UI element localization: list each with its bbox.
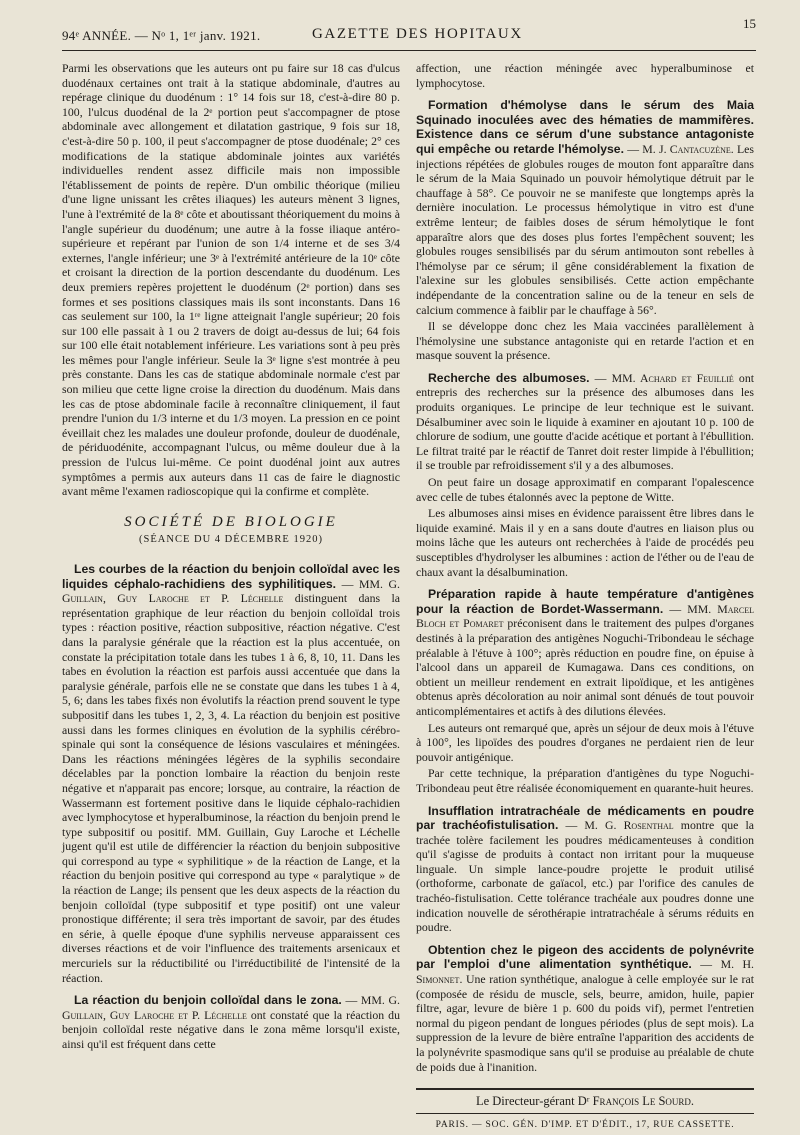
article-paragraph: On peut faire un dosage approximatif en comparant l'opalescence avec celle de tubes étalonnés avec la peptone de Witte.: [416, 475, 754, 504]
article-paragraph: Par cette technique, la préparation d'antigènes du type Noguchi-Tribondeau peut être réalisée économiquement en quarante-huit heures.: [416, 766, 754, 795]
article-body: Une ration synthétique, analogue à celle employée sur le rat (composée de résidu de muscle, sels, beurre, amidon, huile, papier filtre, agar, levure de bière 1 p. 600 du poids vif), permet l'entretien normal du pigeon pendant de longues périodes (plus de sept mois). La suppression de la levure de bière entraîne l'apparition des accidents de la polynévrite spasmodique sans qu'il se produise au préalable de chute de poids due à l'inanition.: [416, 972, 754, 1074]
page-header: [62, 14, 756, 51]
article-body: distinguent dans la représentation graphique de leur réaction du benjoin colloïdal trois types : réaction positive, réaction subpositive, réaction négative. C'est dans la paralysie générale que la réaction est la plus accentuée, on constate la précipitation totale dans les tubes 1 à 6, 8, 10, 11. Dans les tabes en évolution la réaction est parfois aussi accentuée que dans la paralysie générale, parfois elle ne se constate que dans les tubes 1 à 4, 5, 6; dans les tabes fixés non évolutifs la réaction prend souvent le type subpositif dans les tubes 1, 2, 3, 4. La réaction du benjoin est positive aussi dans les formes cliniques en évolution de la syphilis cérébro-spinale qui sont la conséquence de lésions vasculaires et méningées. Dans les réactions méningées légères de la syphilis secondaire décelables par la ponction lombaire la réaction du benjoin reste négative et n'apparait pas encore; lorsque, au contraire, la réaction de Wassermann est fortement positive dans le liquide céphalo-rachidien avec lymphocytose et hyperalbuminose, la réaction du benjoin prend le type subpositif ou positif. MM. Guillain, Guy Laroche et Léchelle jugent qu'il est utile de différencier la réaction du benjoin subpositive qui correspond au type « syphilitique » de la réaction de Lange, et la réaction du benjoin positive qui correspond au type « paralytique » de la réaction de Lange; ils pensent que les deux aspects de la réaction du benjoin colloïdal (type subpositif et type positif) ont une valeur pronostique différente; il sera très important de savoir, par des études en série, à quelle époque d'une syphilis nerveuse apparaissent ces diverses réactions et de voir l'influence des traitements arsenicaux et mercuriels sur la réductibilité ou l'irréductibilité de l'intensité de la réaction.: [62, 591, 400, 985]
footer-rule: [416, 1088, 754, 1090]
article-benjoin-zona: [62, 993, 400, 1051]
article-authors: — MM. G. Guillain, Guy Laroche et P. Léchelle: [62, 993, 400, 1022]
article-benjoin-syphilis: [62, 562, 400, 985]
continued-paragraph: affection, une réaction méningée avec hyperalbuminose et lymphocytose.: [416, 61, 754, 90]
article-title: La réaction du benjoin colloïdal dans le zona.: [74, 993, 342, 1008]
section-subtitle: (SÉANCE DU 4 DÉCEMBRE 1920): [139, 534, 323, 546]
article-antigenes: [416, 587, 754, 718]
printer-line: PARIS. — SOC. GÉN. D'IMP. ET D'ÉDIT., 17, RUE CASSETTE.: [435, 1119, 735, 1130]
article-title: Préparation rapide à haute température d'antigènes pour la réaction de Bordet-Wassermann.: [416, 587, 754, 616]
article-maia-hemolyse: [416, 98, 754, 317]
article-authors: — MM. G. Guillain, Guy Laroche et P. Léchelle: [62, 576, 400, 606]
director-line: [416, 1094, 754, 1109]
article-body: ont entrepris des recherches sur la présence des albumoses dans les produits organiques. Le principe de leur technique est le suivant. Désalbuminer avec soin le liquide à examiner en ajoutant 10 p. 100 de chlorure de sodium, une goutte d'acide acétique et portant à l'ébullition. Le filtrat traité par le réactif de Tanret doit rester limpide à l'ébullition; il se trouble par refroidissement s'il y a des albumoses.: [416, 370, 754, 473]
right-column: [416, 61, 754, 1132]
article-insufflation: [416, 804, 754, 935]
issue-info: 94ᵉ ANNÉE. — Nᵒ 1, 1ᵉʳ janv. 1921.: [62, 28, 261, 43]
article-body: ont constaté que la réaction du benjoin colloïdal reste négative dans le zona même lorsqu'il existe, ainsi qu'il est fréquent dans cette: [62, 1007, 400, 1051]
article-title: Recherche des albumoses.: [428, 370, 590, 385]
article-authors: — M. H. Simonnet.: [416, 957, 754, 987]
article-title: Insufflation intratrachéale de médicaments en poudre par trachéofistulisation.: [416, 803, 754, 833]
article-title: Formation d'hémolyse dans le sérum des Maia Squinado inoculées avec des hématies de mammifères. Existence dans ce sérum d'une substance antagoniste qui empêche ou retarde l'hémolyse.: [416, 98, 754, 156]
section-title: SOCIÉTÉ DE BIOLOGIE: [124, 513, 338, 530]
article-title: Obtention chez le pigeon des accidents de polynévrite par l'emploi d'une alimentation synthétique.: [416, 942, 754, 972]
left-column: [62, 61, 400, 1132]
article-paragraph: Les albumoses ainsi mises en évidence paraissent être libres dans le liquide examiné. Mais il y en a sans doute d'autres en liaison plus ou moins lâche que les auteurs ont recherchées à l'aide de procédés peu susceptibles d'hydrolyser les albumines : action de l'éther ou de l'eau de chaux avant la désalbumination.: [416, 506, 754, 579]
director-label: Le Directeur-gérant Dʳ: [475, 1094, 590, 1109]
footer-rule-thin: [416, 1113, 754, 1114]
article-body: Les injections répétées de globules rouges de mouton font apparaître dans le sérum de la Maia Squinado un pouvoir hémolytique détruit par le chauffage à 58°. Ce pouvoir ne se manifeste que longtemps après la dernière inoculation. Le processus hémolytique in vitro est d'une extrême lenteur; de faibles doses de sérum hémolytique le font apparaître alors que des doses plus fortes l'empêchent souvent; les globules rouges sensibilisés par du sérum antimouton sont rebelles à l'hémolyse par ce sérum; il gêne considérablement la fixation de l'alexine sur les globules sensibilisés. Cette action empêchante indépendante de la concentration saline ou de la teneur en sels de calcium commence à faiblir par le chauffage à 56°.: [416, 141, 755, 317]
article-authors: — MM. Marcel Bloch et Pomaret: [416, 601, 754, 631]
article-authors: — M. J. Cantacuzène.: [623, 141, 734, 156]
article-body: préconisent dans le traitement des pulpes d'organes destinés à la préparation des antigènes Noguchi-Tribondeau le séchage préalable à l'étuve à 100°; après réduction en poudre fine, on épuise à l'alcool dans un appareil de Kumagawa. Dans ces conditions, on obtient un meilleur rendement en extrait lipoïdique, et les antigènes obtenus après décoloration au noir animal sont dénués de tout pouvoir anticomplémentaires et actifs à des dilutions élevées.: [416, 616, 754, 718]
director-name: François Le Sourd.: [592, 1094, 695, 1109]
page-number: 15: [743, 16, 756, 31]
article-albumoses: [416, 371, 754, 473]
article-authors: — M. G. Rosenthal: [558, 818, 674, 833]
article-title: Les courbes de la réaction du benjoin colloïdal avec les liquides céphalo-rachidiens des syphilitiques.: [62, 562, 400, 591]
columns: [62, 61, 756, 1132]
article-body: montre que la trachée tolère facilement les poudres médicamenteuses à condition qu'il s'agisse de produits à contact non irritant pour la muqueuse linguale. Un simple lance-poudre projette le produit utilisé (orthoforme, carbonate de gaïacol, etc.) par l'orifice des canules de trachéo-fistulisation. Cette tolérance trachéale aux poudres donne une indication nouvelle de sérothérapie intratrachéale à sérums réduits en poudre.: [416, 818, 755, 935]
journal-title: GAZETTE DES HOPITAUX: [312, 26, 523, 42]
article-paragraph: Il se développe donc chez les Maia vaccinées parallèlement à l'hémolysine une substance antagoniste qui en retarde l'action et en masque souvent la présence.: [416, 319, 754, 363]
intro-paragraph: Parmi les observations que les auteurs ont pu faire sur 18 cas d'ulcus duodénaux certaines ont trait à la statique abdominale, d'autres au repérage clinique du duodénum : 1° 14 fois sur 18, c'est-à-dire 80 p. 100, l'ulcus duodénal de la 2ᵉ portion peut s'accompagner de ptose abdominale avec allongement et dilatation gastrique, 9 fois sur 18, c'est-à-dire 50 p. 100, il peut s'accompagner de ptose duodénale; 2° ces modifications de la statique abdominale jointes aux variétés individuelles rendent assez difficile mais non impossible l'établissement de points de repère. D'un ombilic théorique (milieu d'une ligne unissant les crêtes iliaques) les auteurs mènent 3 lignes, l'une à l'extrémité de la 8ᵉ côte et aboutissant théoriquement du moins à l'angle supérieur du duodénum; une autre à la fosse iliaque antéro-supérieure et repérant par l'union de son 1/4 interne et de ses 3/4 externes, l'angle inférieur; une 3ᵉ à l'extrémité antérieure de la 10ᵉ côte et croisant la direction de la portion descendante du duodénum. Les deux premiers repères projettent le duodénum (2ᵉ portion) dans ses formes et ses positions classiques mais ils sont inconstants. Dans 16 cas seulement sur 100, la 1ʳᵉ ligne atteignait l'angle supérieur; 20 fois sur 100 elle passait à 1 ou 2 travers de doigt au-dessus de lui; 64 fois sur 100 elle était notablement inférieure. Les variations sont à peu près les mêmes pour l'angle inférieur. Seule la 3ᵉ ligne s'est montrée à peu près constante. Dans les cas de statique abdominale normale c'est par son milieu que cette ligne croise la direction du duodénum. Mais dans les cas de ptose abdominale facile à reconnaître cliniquement, il faut prendre l'union du 1/3 interne et du 1/3 moyen. La pression en ce point éveillait chez les malades une douleur profonde, douleur de duodénale, de périduodénite, accompagnant l'ulcus, ou même douleur due à la pression de l'ulcus lui-même. Ce point duodénal joint aux autres symptômes a permis aux auteurs dans 11 cas de faire le diagnostic avant même l'examen radioscopique qui la confirme et complète.: [62, 61, 400, 499]
article-paragraph: Les auteurs ont remarqué que, après un séjour de deux mois à l'étuve à 100°, les lipoïdes des poudres d'organes ne perdaient rien de leur pouvoir antigénique.: [416, 720, 754, 764]
article-authors: — MM. Achard et Feuillié: [589, 370, 734, 385]
article-polynevrite: [416, 943, 754, 1074]
